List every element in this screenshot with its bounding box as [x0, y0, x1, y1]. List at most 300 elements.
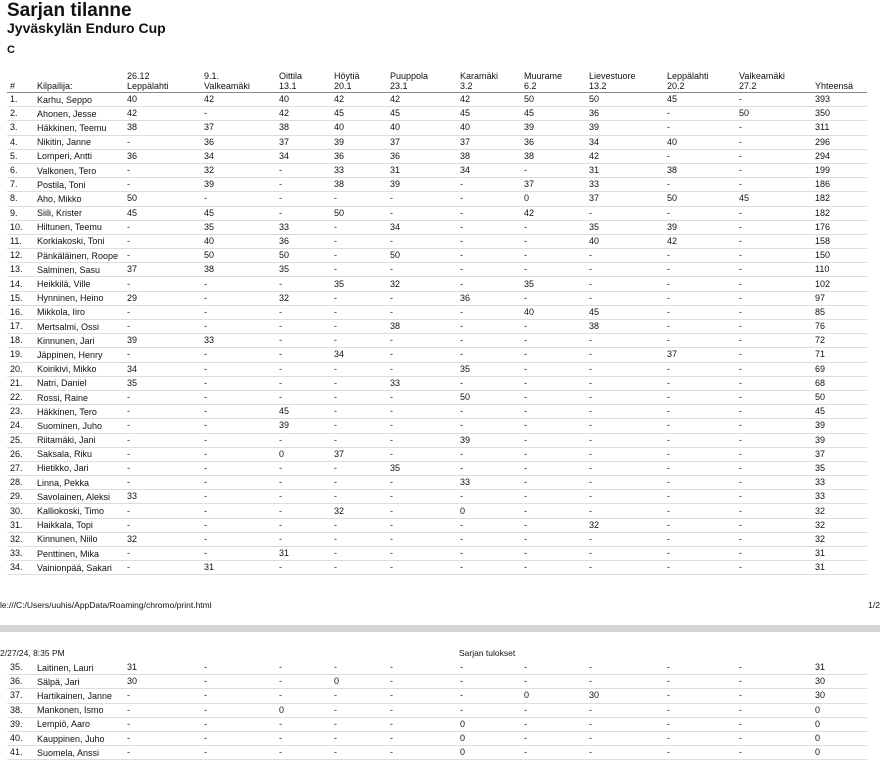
rank-cell: 3.: [7, 121, 34, 135]
rank-cell: 39.: [7, 717, 34, 731]
rank-cell: 36.: [7, 675, 34, 689]
score-cell: -: [124, 731, 201, 745]
score-cell: -: [276, 192, 331, 206]
score-cell: -: [586, 717, 664, 731]
total-cell: 30: [812, 675, 867, 689]
competitor-name-cell: Karhu, Seppo: [34, 93, 124, 107]
score-cell: -: [664, 376, 736, 390]
score-cell: 40: [521, 305, 586, 319]
table-row: [7, 433, 867, 447]
score-cell: -: [664, 703, 736, 717]
total-cell: 71: [812, 348, 867, 362]
score-cell: -: [457, 703, 521, 717]
score-cell: -: [736, 121, 812, 135]
score-cell: -: [201, 405, 276, 419]
score-cell: -: [124, 476, 201, 490]
score-cell: -: [457, 305, 521, 319]
score-cell: -: [457, 661, 521, 675]
score-cell: 40: [586, 234, 664, 248]
score-cell: -: [521, 532, 586, 546]
score-cell: -: [124, 419, 201, 433]
total-cell: 311: [812, 121, 867, 135]
score-cell: 29: [124, 291, 201, 305]
score-cell: -: [586, 291, 664, 305]
score-cell: -: [664, 661, 736, 675]
table-row: [7, 390, 867, 404]
score-cell: -: [201, 504, 276, 518]
score-cell: -: [201, 376, 276, 390]
competitor-name-cell: Häkkinen, Teemu: [34, 121, 124, 135]
score-cell: -: [457, 249, 521, 263]
competitor-name-cell: Savolainen, Aleksi: [34, 490, 124, 504]
table-row: [7, 405, 867, 419]
score-cell: -: [201, 348, 276, 362]
score-cell: 45: [664, 93, 736, 107]
score-cell: -: [201, 661, 276, 675]
score-cell: 40: [387, 121, 457, 135]
score-cell: -: [387, 731, 457, 745]
score-cell: -: [276, 334, 331, 348]
score-cell: -: [521, 334, 586, 348]
score-cell: -: [664, 320, 736, 334]
column-header: Muurame 6.2: [521, 71, 586, 93]
score-cell: 42: [521, 206, 586, 220]
score-cell: 42: [387, 93, 457, 107]
table-row: [7, 547, 867, 561]
rank-cell: 37.: [7, 689, 34, 703]
score-cell: 35: [331, 277, 387, 291]
score-cell: 0: [276, 447, 331, 461]
total-cell: 158: [812, 234, 867, 248]
score-cell: -: [276, 731, 331, 745]
score-cell: -: [457, 263, 521, 277]
score-cell: -: [736, 419, 812, 433]
table-row: [7, 476, 867, 490]
score-cell: -: [124, 220, 201, 234]
score-cell: 38: [387, 320, 457, 334]
score-cell: 39: [331, 135, 387, 149]
competitor-name-cell: Lomperi, Antti: [34, 149, 124, 163]
table-row: [7, 419, 867, 433]
score-cell: -: [387, 746, 457, 760]
score-cell: -: [521, 249, 586, 263]
score-cell: -: [457, 178, 521, 192]
score-cell: 37: [521, 178, 586, 192]
score-cell: -: [276, 178, 331, 192]
score-cell: 37: [457, 135, 521, 149]
score-cell: 36: [124, 149, 201, 163]
score-cell: 0: [521, 689, 586, 703]
score-cell: -: [736, 93, 812, 107]
score-cell: 50: [586, 93, 664, 107]
score-cell: -: [201, 291, 276, 305]
rank-cell: 20.: [7, 362, 34, 376]
score-cell: -: [736, 689, 812, 703]
score-cell: -: [276, 163, 331, 177]
score-cell: -: [664, 263, 736, 277]
score-cell: -: [124, 305, 201, 319]
score-cell: -: [521, 348, 586, 362]
column-header: Karamäki 3.2: [457, 71, 521, 93]
score-cell: -: [276, 675, 331, 689]
table-row: [7, 376, 867, 390]
score-cell: -: [387, 490, 457, 504]
score-cell: -: [586, 433, 664, 447]
table-row: [7, 661, 867, 675]
score-cell: 45: [457, 107, 521, 121]
page-title: Sarjan tilanne: [7, 0, 132, 21]
score-cell: -: [276, 376, 331, 390]
score-cell: -: [201, 362, 276, 376]
score-cell: 38: [276, 121, 331, 135]
competitor-name-cell: Aho, Mikko: [34, 192, 124, 206]
table-row: [7, 504, 867, 518]
score-cell: -: [736, 178, 812, 192]
total-cell: 31: [812, 661, 867, 675]
competitor-name-cell: Mertsalmi, Ossi: [34, 320, 124, 334]
score-cell: -: [664, 547, 736, 561]
score-cell: -: [387, 447, 457, 461]
score-cell: 31: [276, 547, 331, 561]
score-cell: -: [276, 561, 331, 575]
score-cell: 40: [201, 234, 276, 248]
score-cell: -: [736, 249, 812, 263]
score-cell: 50: [201, 249, 276, 263]
score-cell: -: [521, 220, 586, 234]
total-cell: 39: [812, 433, 867, 447]
score-cell: 35: [124, 376, 201, 390]
score-cell: 30: [124, 675, 201, 689]
score-cell: 45: [331, 107, 387, 121]
score-cell: 36: [521, 135, 586, 149]
score-cell: -: [664, 390, 736, 404]
score-cell: -: [736, 277, 812, 291]
score-cell: -: [664, 121, 736, 135]
score-cell: 34: [387, 220, 457, 234]
score-cell: -: [664, 305, 736, 319]
score-cell: -: [387, 206, 457, 220]
score-cell: 33: [387, 376, 457, 390]
score-cell: -: [586, 376, 664, 390]
score-cell: 40: [276, 93, 331, 107]
score-cell: 39: [521, 121, 586, 135]
score-cell: -: [457, 675, 521, 689]
total-cell: 32: [812, 532, 867, 546]
table-row: [7, 149, 867, 163]
score-cell: -: [457, 461, 521, 475]
score-cell: 35: [387, 461, 457, 475]
score-cell: 39: [201, 178, 276, 192]
score-cell: -: [124, 703, 201, 717]
score-cell: -: [201, 419, 276, 433]
score-cell: -: [331, 703, 387, 717]
table-row: [7, 518, 867, 532]
score-cell: 36: [331, 149, 387, 163]
score-cell: 32: [331, 504, 387, 518]
score-cell: -: [331, 362, 387, 376]
score-cell: -: [736, 717, 812, 731]
score-cell: -: [387, 263, 457, 277]
score-cell: 34: [586, 135, 664, 149]
standings-body-page2: [7, 661, 867, 760]
rank-cell: 34.: [7, 561, 34, 575]
score-cell: 39: [664, 220, 736, 234]
score-cell: 50: [331, 206, 387, 220]
score-cell: 38: [201, 263, 276, 277]
score-cell: -: [736, 476, 812, 490]
score-cell: -: [201, 547, 276, 561]
total-cell: 39: [812, 419, 867, 433]
competitor-name-cell: Laitinen, Lauri: [34, 661, 124, 675]
score-cell: -: [387, 504, 457, 518]
score-cell: -: [586, 362, 664, 376]
score-cell: 39: [276, 419, 331, 433]
score-cell: 39: [387, 178, 457, 192]
score-cell: -: [331, 405, 387, 419]
score-cell: 33: [124, 490, 201, 504]
print-footer-page: 1/2: [868, 600, 880, 610]
score-cell: 33: [457, 476, 521, 490]
score-cell: -: [736, 334, 812, 348]
score-cell: -: [457, 320, 521, 334]
competitor-name-cell: Lempiö, Aaro: [34, 717, 124, 731]
score-cell: 36: [457, 291, 521, 305]
score-cell: -: [201, 518, 276, 532]
score-cell: -: [457, 348, 521, 362]
total-cell: 76: [812, 320, 867, 334]
total-cell: 31: [812, 561, 867, 575]
score-cell: -: [276, 390, 331, 404]
table-row: [7, 107, 867, 121]
score-cell: -: [521, 461, 586, 475]
score-cell: 36: [586, 107, 664, 121]
competitor-name-cell: Kinnunen, Niilo: [34, 532, 124, 546]
rank-cell: 18.: [7, 334, 34, 348]
competitor-name-cell: Sälpä, Jari: [34, 675, 124, 689]
score-cell: -: [457, 405, 521, 419]
score-cell: -: [457, 518, 521, 532]
rank-cell: 13.: [7, 263, 34, 277]
score-cell: -: [124, 746, 201, 760]
score-cell: 39: [457, 433, 521, 447]
rank-cell: 11.: [7, 234, 34, 248]
score-cell: -: [664, 675, 736, 689]
rank-cell: 35.: [7, 661, 34, 675]
total-cell: 393: [812, 93, 867, 107]
score-cell: 42: [124, 107, 201, 121]
score-cell: 32: [124, 532, 201, 546]
score-cell: -: [521, 405, 586, 419]
competitor-name-cell: Häkkinen, Tero: [34, 405, 124, 419]
score-cell: -: [276, 320, 331, 334]
table-row: [7, 334, 867, 348]
score-cell: -: [664, 334, 736, 348]
competitor-name-cell: Salminen, Sasu: [34, 263, 124, 277]
score-cell: -: [736, 703, 812, 717]
column-header: Oittila 13.1: [276, 71, 331, 93]
score-cell: -: [201, 320, 276, 334]
rank-cell: 7.: [7, 178, 34, 192]
score-cell: 50: [387, 249, 457, 263]
score-cell: -: [457, 206, 521, 220]
score-cell: 30: [586, 689, 664, 703]
score-cell: -: [387, 561, 457, 575]
score-cell: -: [276, 305, 331, 319]
score-cell: -: [331, 263, 387, 277]
table-row: [7, 220, 867, 234]
total-cell: 0: [812, 746, 867, 760]
score-cell: -: [387, 419, 457, 433]
score-cell: 33: [201, 334, 276, 348]
score-cell: 38: [124, 121, 201, 135]
column-header: Valkeamäki 27.2: [736, 71, 812, 93]
competitor-name-cell: Natri, Daniel: [34, 376, 124, 390]
total-cell: 102: [812, 277, 867, 291]
score-cell: -: [331, 518, 387, 532]
score-cell: -: [331, 320, 387, 334]
score-cell: -: [201, 277, 276, 291]
score-cell: -: [457, 547, 521, 561]
score-cell: -: [586, 405, 664, 419]
score-cell: -: [664, 291, 736, 305]
score-cell: -: [586, 476, 664, 490]
rank-cell: 19.: [7, 348, 34, 362]
score-cell: 35: [521, 277, 586, 291]
table-row: [7, 249, 867, 263]
print-header-date: 2/27/24, 8:35 PM: [0, 648, 65, 658]
score-cell: -: [664, 433, 736, 447]
score-cell: 0: [457, 731, 521, 745]
score-cell: -: [331, 717, 387, 731]
competitor-name-cell: Mankonen, Ismo: [34, 703, 124, 717]
score-cell: -: [387, 362, 457, 376]
score-cell: -: [586, 547, 664, 561]
score-cell: -: [736, 461, 812, 475]
rank-cell: 25.: [7, 433, 34, 447]
score-cell: -: [124, 277, 201, 291]
score-cell: -: [387, 433, 457, 447]
score-cell: -: [521, 547, 586, 561]
score-cell: -: [736, 376, 812, 390]
score-cell: -: [331, 376, 387, 390]
score-cell: 38: [331, 178, 387, 192]
score-cell: -: [736, 291, 812, 305]
score-cell: -: [276, 504, 331, 518]
score-cell: -: [521, 163, 586, 177]
rank-cell: 21.: [7, 376, 34, 390]
score-cell: 37: [664, 348, 736, 362]
score-cell: 45: [736, 192, 812, 206]
total-cell: 176: [812, 220, 867, 234]
score-cell: 50: [521, 93, 586, 107]
score-cell: -: [521, 746, 586, 760]
competitor-name-cell: Pänkäläinen, Roope: [34, 249, 124, 263]
rank-cell: 2.: [7, 107, 34, 121]
competitor-name-cell: Penttinen, Mika: [34, 547, 124, 561]
score-cell: -: [664, 447, 736, 461]
score-cell: -: [586, 731, 664, 745]
score-cell: -: [521, 476, 586, 490]
score-cell: 34: [201, 149, 276, 163]
score-cell: 34: [124, 362, 201, 376]
score-cell: -: [457, 334, 521, 348]
score-cell: -: [736, 305, 812, 319]
column-header: Höytiä 20.1: [331, 71, 387, 93]
score-cell: -: [736, 547, 812, 561]
score-cell: -: [664, 717, 736, 731]
rank-cell: 22.: [7, 390, 34, 404]
score-cell: 37: [387, 135, 457, 149]
score-cell: -: [276, 661, 331, 675]
competitor-name-cell: Kalliokoski, Timo: [34, 504, 124, 518]
score-cell: 35: [276, 263, 331, 277]
score-cell: 50: [457, 390, 521, 404]
score-cell: -: [124, 348, 201, 362]
competitor-name-cell: Linna, Pekka: [34, 476, 124, 490]
score-cell: -: [387, 547, 457, 561]
total-cell: 68: [812, 376, 867, 390]
rank-cell: 1.: [7, 93, 34, 107]
table-row: [7, 447, 867, 461]
score-cell: -: [457, 561, 521, 575]
rank-cell: 28.: [7, 476, 34, 490]
total-cell: 35: [812, 461, 867, 475]
score-cell: -: [586, 703, 664, 717]
score-cell: 0: [457, 717, 521, 731]
score-cell: -: [736, 390, 812, 404]
total-cell: 186: [812, 178, 867, 192]
table-row: [7, 163, 867, 177]
score-cell: 35: [586, 220, 664, 234]
table-row: [7, 291, 867, 305]
score-cell: -: [331, 490, 387, 504]
rank-cell: 8.: [7, 192, 34, 206]
score-cell: -: [664, 277, 736, 291]
competitor-name-cell: Haikkala, Topi: [34, 518, 124, 532]
score-cell: -: [276, 490, 331, 504]
score-cell: -: [124, 561, 201, 575]
score-cell: -: [331, 249, 387, 263]
rank-cell: 4.: [7, 135, 34, 149]
score-cell: -: [331, 746, 387, 760]
table-row: [7, 192, 867, 206]
rank-cell: 41.: [7, 746, 34, 760]
score-cell: -: [521, 504, 586, 518]
score-cell: -: [586, 661, 664, 675]
table-header-row: [7, 71, 867, 93]
score-cell: -: [586, 746, 664, 760]
total-cell: 33: [812, 490, 867, 504]
score-cell: 37: [331, 447, 387, 461]
score-cell: 42: [331, 93, 387, 107]
score-cell: -: [201, 675, 276, 689]
score-cell: -: [736, 746, 812, 760]
score-cell: -: [276, 746, 331, 760]
table-row: [7, 135, 867, 149]
score-cell: 42: [586, 149, 664, 163]
score-cell: -: [736, 532, 812, 546]
score-cell: -: [387, 305, 457, 319]
competitor-name-cell: Vainionpää, Sakari: [34, 561, 124, 575]
table-row: [7, 532, 867, 546]
score-cell: -: [276, 348, 331, 362]
score-cell: -: [586, 419, 664, 433]
total-cell: 0: [812, 731, 867, 745]
score-cell: 37: [201, 121, 276, 135]
score-cell: 34: [331, 348, 387, 362]
print-header-title: Sarjan tulokset: [459, 648, 516, 658]
total-cell: 199: [812, 163, 867, 177]
